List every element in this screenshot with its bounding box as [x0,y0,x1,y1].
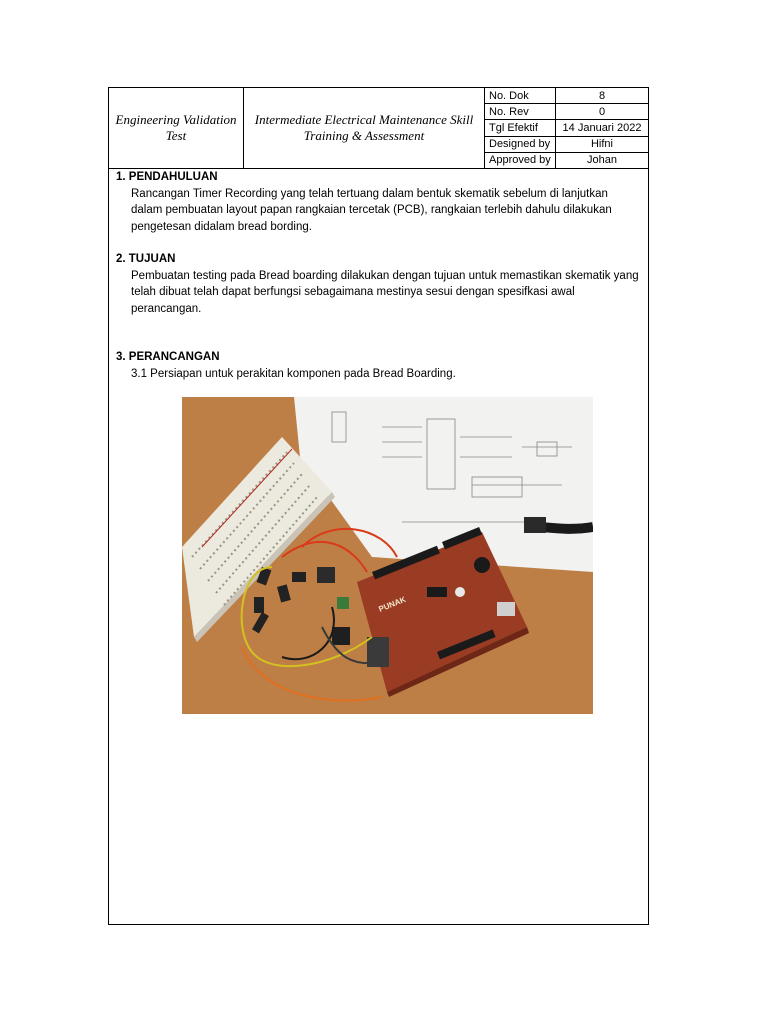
header-left-title: Engineering Validation Test [109,88,244,168]
meta-row-no-dok [485,88,648,104]
meta-row-tgl-efektif [485,120,648,136]
section-paragraph: Rancangan Timer Recording yang telah tertuang dalam bentuk skematik sebelum di lanjutkan dalam pembuatan layout papan rangkaian tercetak (PCB), rangkaian terlebih dahulu dilakukan pengetesan didalam bread bording. [131,187,612,233]
section-paragraph: Pembuatan testing pada Bread boarding dilakukan dengan tujuan untuk memastikan skematik yang telah dibuat telah dapat berfungsi sebagaimana mestinya sesui dengan spesifkasi awal perancangan. [131,269,639,315]
meta-row-designed-by [485,136,648,152]
section-tujuan [116,251,641,317]
meta-label: Designed by [485,136,556,152]
section-subitem: 3.1 Persiapan untuk perakitan komponen pada Bread Boarding. [131,367,456,380]
header-document-title: Intermediate Electrical Maintenance Skill Training & Assessment [244,88,485,168]
meta-value: Johan [556,152,649,168]
meta-row-approved-by [485,152,648,168]
meta-value: 14 Januari 2022 [556,120,649,136]
section-perancangan [116,349,641,382]
section-title: 2. TUJUAN [116,253,176,265]
section-pendahuluan [116,169,641,235]
meta-label: No. Dok [485,88,556,104]
meta-label: Tgl Efektif [485,120,556,136]
section-title: 1. PENDAHULUAN [116,171,218,183]
section-title: 3. PERANCANGAN [116,351,220,363]
breadboard-photo [182,397,593,714]
meta-label: No. Rev [485,104,556,120]
document-meta-table [485,88,648,168]
meta-value: 0 [556,104,649,120]
meta-row-no-rev [485,104,648,120]
meta-value: 8 [556,88,649,104]
document-header [109,88,648,169]
document-page [108,87,649,925]
pcb-board-label: PUNAK [377,594,408,614]
meta-label: Approved by [485,152,556,168]
meta-value: Hifni [556,136,649,152]
